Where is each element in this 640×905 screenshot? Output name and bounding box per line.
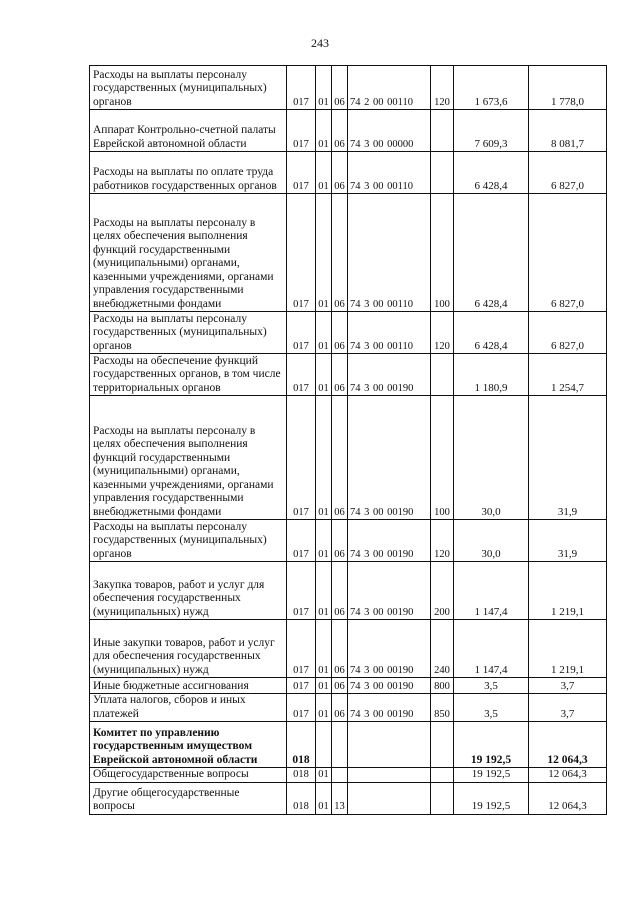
amount-year-1: 19 192,5	[454, 782, 529, 814]
amount-year-2: 12 064,3	[529, 782, 607, 814]
ministry-code: 017	[287, 194, 316, 312]
subsection-code: 06	[332, 520, 348, 562]
ministry-code: 017	[287, 66, 316, 110]
amount-year-2: 31,9	[529, 396, 607, 520]
ministry-code: 017	[287, 110, 316, 152]
expense-type-code	[431, 354, 454, 396]
amount-year-2: 31,9	[529, 520, 607, 562]
amount-year-2: 1 254,7	[529, 354, 607, 396]
row-name: Иные закупки товаров, работ и услуг для обеспечения государственных (муниципальных) нужд	[90, 620, 287, 678]
subsection-code: 06	[332, 66, 348, 110]
target-article-code: 74 3 00 00190	[348, 620, 431, 678]
amount-year-1: 30,0	[454, 396, 529, 520]
amount-year-1: 1 180,9	[454, 354, 529, 396]
subsection-code: 06	[332, 694, 348, 722]
table-row	[90, 562, 607, 620]
amount-year-1: 30,0	[454, 520, 529, 562]
section-code: 01	[316, 152, 332, 194]
section-code: 01	[316, 110, 332, 152]
subsection-code	[332, 768, 348, 783]
row-name: Расходы на выплаты персоналу государственных (муниципальных) органов	[90, 66, 287, 110]
amount-year-2: 12 064,3	[529, 722, 607, 768]
target-article-code: 74 3 00 00190	[348, 354, 431, 396]
amount-year-1: 3,5	[454, 694, 529, 722]
expense-type-code	[431, 722, 454, 768]
expense-type-code: 850	[431, 694, 454, 722]
table-row	[90, 782, 607, 814]
expense-type-code	[431, 152, 454, 194]
amount-year-1: 6 428,4	[454, 312, 529, 354]
row-name: Другие общегосударственные вопросы	[90, 782, 287, 814]
row-name: Иные бюджетные ассигнования	[90, 678, 287, 694]
row-name: Закупка товаров, работ и услуг для обеспечения государственных (муниципальных) нужд	[90, 562, 287, 620]
row-name: Расходы на выплаты персоналу в целях обеспечения выполнения функций государственными (муниципальными) органами, казенными учреждениями, органами управления государственными внебюджетными фондами	[90, 194, 287, 312]
amount-year-1: 1 147,4	[454, 620, 529, 678]
table-row	[90, 396, 607, 520]
row-name: Уплата налогов, сборов и иных платежей	[90, 694, 287, 722]
target-article-code: 74 3 00 00190	[348, 694, 431, 722]
amount-year-1: 6 428,4	[454, 194, 529, 312]
amount-year-1: 19 192,5	[454, 722, 529, 768]
ministry-code: 017	[287, 312, 316, 354]
expense-type-code	[431, 782, 454, 814]
section-code: 01	[316, 396, 332, 520]
row-name: Расходы на выплаты персоналу государственных (муниципальных) органов	[90, 312, 287, 354]
table-row	[90, 768, 607, 783]
subsection-code: 06	[332, 396, 348, 520]
table-row	[90, 678, 607, 694]
amount-year-2: 6 827,0	[529, 312, 607, 354]
target-article-code: 74 3 00 00110	[348, 152, 431, 194]
row-name: Расходы на выплаты персоналу в целях обеспечения выполнения функций государственными (муниципальными) органами, казенными учреждениями, органами управления государственными внебюджетными фондами	[90, 396, 287, 520]
subsection-code: 06	[332, 354, 348, 396]
section-code: 01	[316, 66, 332, 110]
table-row	[90, 722, 607, 768]
subsection-code: 06	[332, 152, 348, 194]
table-row	[90, 694, 607, 722]
section-code: 01	[316, 194, 332, 312]
target-article-code: 74 3 00 00190	[348, 678, 431, 694]
amount-year-1: 3,5	[454, 678, 529, 694]
section-code: 01	[316, 312, 332, 354]
amount-year-1: 7 609,3	[454, 110, 529, 152]
section-code: 01	[316, 620, 332, 678]
row-name: Расходы на выплаты персоналу государственных (муниципальных) органов	[90, 520, 287, 562]
amount-year-2: 12 064,3	[529, 768, 607, 783]
ministry-code: 018	[287, 782, 316, 814]
ministry-code: 017	[287, 152, 316, 194]
amount-year-1: 6 428,4	[454, 152, 529, 194]
amount-year-1: 19 192,5	[454, 768, 529, 783]
table-row	[90, 620, 607, 678]
ministry-code: 018	[287, 722, 316, 768]
expense-type-code: 100	[431, 396, 454, 520]
section-code	[316, 722, 332, 768]
section-code: 01	[316, 694, 332, 722]
table-row	[90, 520, 607, 562]
table-row	[90, 110, 607, 152]
ministry-code: 017	[287, 562, 316, 620]
subsection-code: 06	[332, 194, 348, 312]
expense-type-code: 240	[431, 620, 454, 678]
page-number: 243	[311, 36, 329, 50]
target-article-code: 74 3 00 00110	[348, 194, 431, 312]
table-row	[90, 312, 607, 354]
ministry-code: 017	[287, 396, 316, 520]
amount-year-2: 1 219,1	[529, 562, 607, 620]
ministry-code: 018	[287, 768, 316, 783]
target-article-code	[348, 722, 431, 768]
expense-type-code: 120	[431, 520, 454, 562]
table-row	[90, 152, 607, 194]
amount-year-2: 3,7	[529, 694, 607, 722]
expense-type-code: 120	[431, 312, 454, 354]
subsection-code: 06	[332, 562, 348, 620]
expense-type-code: 800	[431, 678, 454, 694]
subsection-code	[332, 722, 348, 768]
section-code: 01	[316, 768, 332, 783]
row-name: Аппарат Контрольно-счетной палаты Еврейской автономной области	[90, 110, 287, 152]
expense-type-code: 200	[431, 562, 454, 620]
amount-year-2: 3,7	[529, 678, 607, 694]
target-article-code: 74 3 00 00110	[348, 312, 431, 354]
row-name: Комитет по управлению государственным имуществом Еврейской автономной области	[90, 722, 287, 768]
target-article-code	[348, 768, 431, 783]
ministry-code: 017	[287, 694, 316, 722]
ministry-code: 017	[287, 620, 316, 678]
target-article-code	[348, 782, 431, 814]
ministry-code: 017	[287, 354, 316, 396]
expense-type-code	[431, 110, 454, 152]
budget-table-body	[90, 66, 607, 815]
expense-type-code: 120	[431, 66, 454, 110]
section-code: 01	[316, 782, 332, 814]
ministry-code: 017	[287, 520, 316, 562]
amount-year-1: 1 673,6	[454, 66, 529, 110]
target-article-code: 74 2 00 00110	[348, 66, 431, 110]
expense-type-code: 100	[431, 194, 454, 312]
amount-year-2: 8 081,7	[529, 110, 607, 152]
section-code: 01	[316, 562, 332, 620]
target-article-code: 74 3 00 00000	[348, 110, 431, 152]
row-name: Расходы на обеспечение функций государственных органов, в том числе территориальных органов	[90, 354, 287, 396]
expense-type-code	[431, 768, 454, 783]
subsection-code: 06	[332, 678, 348, 694]
section-code: 01	[316, 520, 332, 562]
subsection-code: 06	[332, 110, 348, 152]
subsection-code: 06	[332, 312, 348, 354]
amount-year-1: 1 147,4	[454, 562, 529, 620]
section-code: 01	[316, 678, 332, 694]
target-article-code: 74 3 00 00190	[348, 396, 431, 520]
subsection-code: 06	[332, 620, 348, 678]
row-name: Общегосударственные вопросы	[90, 768, 287, 783]
budget-table	[89, 65, 607, 815]
table-row	[90, 66, 607, 110]
table-row	[90, 354, 607, 396]
subsection-code: 13	[332, 782, 348, 814]
amount-year-2: 6 827,0	[529, 194, 607, 312]
row-name: Расходы на выплаты по оплате труда работников государственных органов	[90, 152, 287, 194]
section-code: 01	[316, 354, 332, 396]
ministry-code: 017	[287, 678, 316, 694]
amount-year-2: 6 827,0	[529, 152, 607, 194]
amount-year-2: 1 219,1	[529, 620, 607, 678]
target-article-code: 74 3 00 00190	[348, 562, 431, 620]
table-row	[90, 194, 607, 312]
target-article-code: 74 3 00 00190	[348, 520, 431, 562]
amount-year-2: 1 778,0	[529, 66, 607, 110]
